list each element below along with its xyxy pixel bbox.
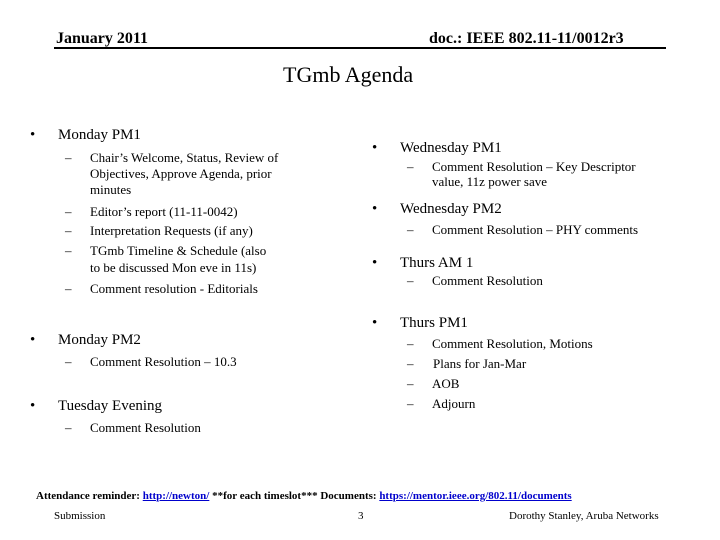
bullet-icon: • bbox=[30, 127, 36, 143]
agenda-item: Interpretation Requests (if any) bbox=[90, 223, 253, 238]
dash-icon: – bbox=[65, 354, 72, 369]
footer-page-number: 3 bbox=[358, 510, 364, 522]
attendance-label: Attendance reminder: bbox=[36, 490, 140, 502]
dash-icon: – bbox=[407, 273, 414, 288]
bullet-icon: • bbox=[372, 315, 378, 331]
dash-icon: – bbox=[65, 243, 72, 258]
thurs-pm1-heading: Thurs PM1 bbox=[400, 315, 468, 331]
attendance-link[interactable]: http://newton/ bbox=[142, 490, 210, 502]
dash-icon: – bbox=[65, 223, 72, 238]
agenda-item: Comment Resolution, Motions bbox=[432, 336, 593, 351]
dash-icon: – bbox=[407, 376, 414, 391]
bullet-icon: • bbox=[30, 332, 36, 348]
agenda-item: Plans for Jan-Mar bbox=[433, 356, 527, 371]
footer-author: Dorothy Stanley, Aruba Networks bbox=[509, 510, 659, 522]
dash-icon: – bbox=[65, 204, 72, 219]
bullet-icon: • bbox=[372, 255, 378, 271]
dash-icon: – bbox=[65, 150, 72, 165]
dash-icon: – bbox=[407, 396, 414, 411]
agenda-item: Comment Resolution – Key Descriptor bbox=[432, 159, 636, 174]
tuesday-evening-heading: Tuesday Evening bbox=[58, 398, 163, 414]
timeslot-note: **for each timeslot*** bbox=[212, 490, 318, 502]
agenda-item: Comment Resolution – PHY comments bbox=[432, 222, 639, 237]
bullet-icon: • bbox=[372, 201, 378, 217]
agenda-item: Objectives, Approve Agenda, prior bbox=[90, 166, 272, 181]
agenda-item: Editor’s report (11-11-0042) bbox=[90, 204, 238, 219]
agenda-item: minutes bbox=[90, 182, 132, 197]
bullet-icon: • bbox=[30, 398, 36, 414]
footer-submission: Submission bbox=[54, 510, 106, 522]
agenda-item: Comment Resolution bbox=[432, 273, 543, 288]
dash-icon: – bbox=[407, 336, 414, 351]
agenda-item: Comment resolution - Editorials bbox=[90, 281, 258, 296]
header-doc-id: doc.: IEEE 802.11-11/0012r3 bbox=[429, 30, 624, 47]
dash-icon: – bbox=[407, 159, 414, 174]
agenda-item: Comment Resolution bbox=[90, 420, 201, 435]
agenda-item: to be discussed Mon eve in 11s) bbox=[90, 260, 257, 275]
agenda-item: Comment Resolution – 10.3 bbox=[90, 354, 237, 369]
monday-pm2-heading: Monday PM2 bbox=[58, 332, 141, 348]
monday-pm1-heading: Monday PM1 bbox=[58, 127, 141, 143]
agenda-item: AOB bbox=[432, 376, 460, 391]
agenda-item: Chair’s Welcome, Status, Review of bbox=[90, 150, 279, 165]
documents-label: Documents: bbox=[320, 490, 377, 502]
documents-link[interactable]: https://mentor.ieee.org/802.11/documents bbox=[379, 490, 572, 502]
wednesday-pm1-heading: Wednesday PM1 bbox=[400, 140, 502, 156]
agenda-item: TGmb Timeline & Schedule (also bbox=[90, 243, 267, 258]
wednesday-pm2-heading: Wednesday PM2 bbox=[400, 201, 502, 217]
attendance-line bbox=[36, 490, 572, 502]
dash-icon: – bbox=[65, 420, 72, 435]
thurs-am1-heading: Thurs AM 1 bbox=[400, 255, 474, 271]
bullet-icon: • bbox=[372, 140, 378, 156]
agenda-item: value, 11z power save bbox=[432, 174, 548, 189]
dash-icon: – bbox=[65, 281, 72, 296]
header-date: January 2011 bbox=[56, 30, 149, 47]
dash-icon: – bbox=[407, 356, 414, 371]
header-rule bbox=[54, 47, 666, 49]
dash-icon: – bbox=[407, 222, 414, 237]
page-title: TGmb Agenda bbox=[283, 62, 414, 87]
agenda-item: Adjourn bbox=[432, 396, 476, 411]
